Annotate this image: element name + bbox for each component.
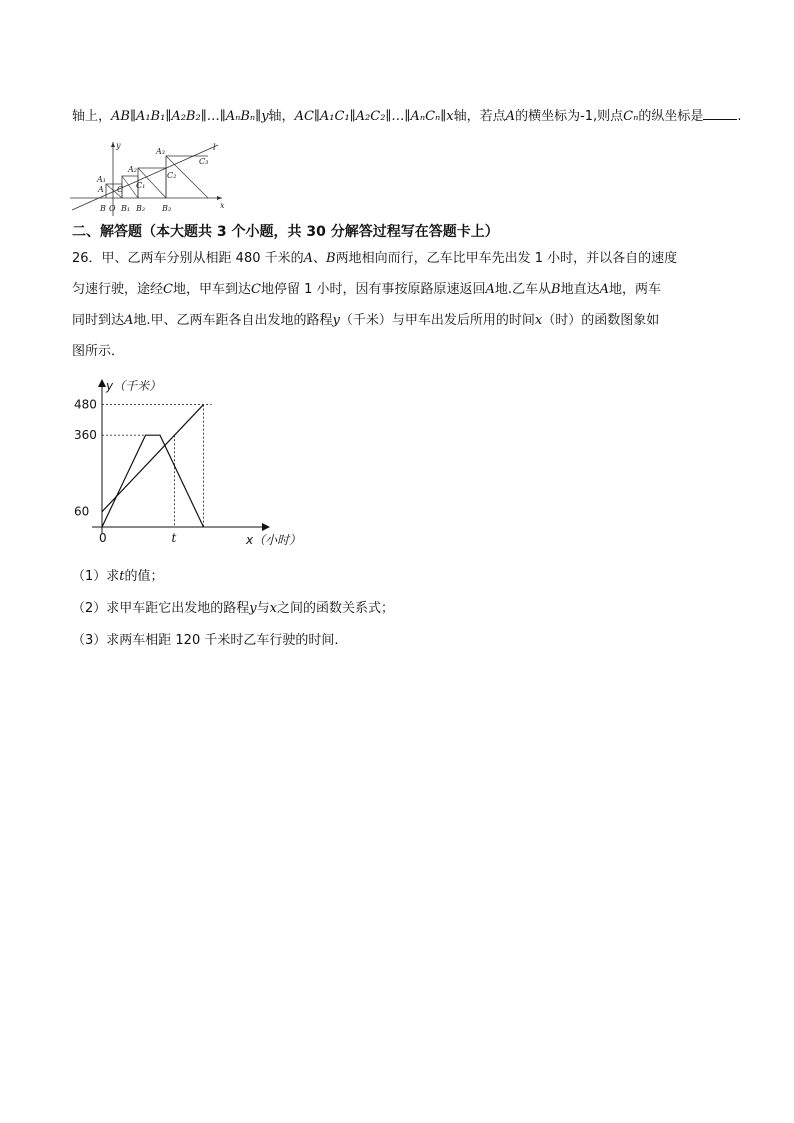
answer-blank [703,107,737,120]
geo-line-l [72,145,218,210]
y-tick-360: 360 [74,428,97,443]
sub-q-text: 的值； [124,569,164,584]
geometry-figure [70,140,240,220]
geo-label-C: C [117,185,124,194]
q26-line-3 [72,312,659,330]
q26-text: （千米）与甲车出发后所用的时间 [339,313,535,328]
geo-label-C3: C₃ [199,157,209,166]
geo-label-y: y [116,141,121,150]
graph-x-arrow [262,523,270,531]
geo-label-A2: A₂ [128,165,137,174]
sub-q-text: （2）求甲车距它出发地的路程 [72,601,250,616]
parallel-x-chain: AC∥A₁C₁∥A₂C₂∥…∥AₙCₙ∥x [294,109,454,124]
geo-label-B1: B₁ [121,204,131,213]
sub-q-text: 与 [256,601,270,616]
sub-question-3: （3）求两车相距 120 千米时乙车行驶的时间. [72,633,339,648]
geo-label-A: A [98,185,104,194]
var-A: A [124,313,134,328]
parallel-y-chain: AB∥A₁B₁∥A₂B₂∥…∥AₙBₙ∥y [111,109,269,124]
geo-label-B2: B₂ [136,204,146,213]
point-cn: Cₙ [623,109,639,124]
sub-q-text: （1）求 [72,569,120,584]
x-tick-0: 0 [99,531,107,545]
q26-text: （时）的函数图象如 [542,313,660,328]
q26-text: 、 [313,251,327,266]
prev-mid: 轴， [268,109,295,124]
geo-label-C1: C₁ [136,181,146,190]
var-C: C [250,282,261,297]
var-y: y [249,601,257,616]
q26-text: 地直达 [560,282,600,297]
var-t: t [119,569,125,584]
geo-label-x: x [220,201,225,210]
prev-suffix2: 的横坐标为-1,则点 [515,109,624,124]
q26-text: 地.甲、乙两车距各自出发地的路程 [133,313,333,328]
var-x: x [534,313,543,328]
series-jia-line [102,435,204,527]
q26-text: 地，甲车到达 [172,282,251,297]
geo-label-O: O [109,204,116,213]
prev-question-line [72,107,742,126]
var-B: B [551,282,561,297]
var-A: A [303,251,314,266]
prev-suffix3: 的纵坐标是 [638,109,704,124]
sub-question-1 [72,568,164,586]
point-a: A [505,109,516,124]
var-A: A [485,282,495,297]
q26-line-2 [72,281,661,299]
geo-label-l: l [213,143,216,152]
graph-y-arrow [98,379,106,387]
section-title: 二、解答题（本大题共 3 个小题，共 30 分解答过程写在答题卡上） [72,224,499,240]
geo-label-C2: C₂ [167,171,177,180]
prev-end: . [737,109,742,124]
q26-text: 地.乙车从 [494,282,552,297]
var-A: A [599,282,609,297]
graph-y-label: y（千米） [106,379,162,393]
q26-line-4: 图所示． [72,344,125,359]
q26-text: 同时到达 [72,313,125,328]
y-tick-60: 60 [74,504,90,519]
var-y: y [332,313,340,328]
q26-text: 匀速行驶，途经 [72,282,164,297]
geo-label-A3: A₃ [156,147,165,156]
var-B: B [326,251,336,266]
var-C: C [163,282,173,297]
y-tick-480: 480 [74,397,97,412]
x-tick-t: t [171,531,177,545]
prev-suffix1: 轴，若点 [453,109,506,124]
sub-q-text: 之间的函数关系式； [277,601,395,616]
geo-label-B3: B₃ [162,204,172,213]
q26-line-1 [72,250,677,268]
q26-text: 26．甲、乙两车分别从相距 480 千米的 [72,251,304,266]
geo-label-A1: A₁ [97,175,106,184]
sub-question-2 [72,600,394,618]
var-x: x [269,601,277,616]
prev-prefix: 轴上， [72,109,112,124]
q26-text: 地停留 1 小时，因有事按原路原速返回 [260,282,486,297]
graph-x-label: x（小时） [246,533,302,547]
function-graph [70,373,320,553]
q26-text: 两地相向而行，乙车比甲车先出发 1 小时，并以各自的速度 [335,251,678,266]
geo-label-B: B [100,204,106,213]
q26-text: 地，两车 [608,282,661,297]
